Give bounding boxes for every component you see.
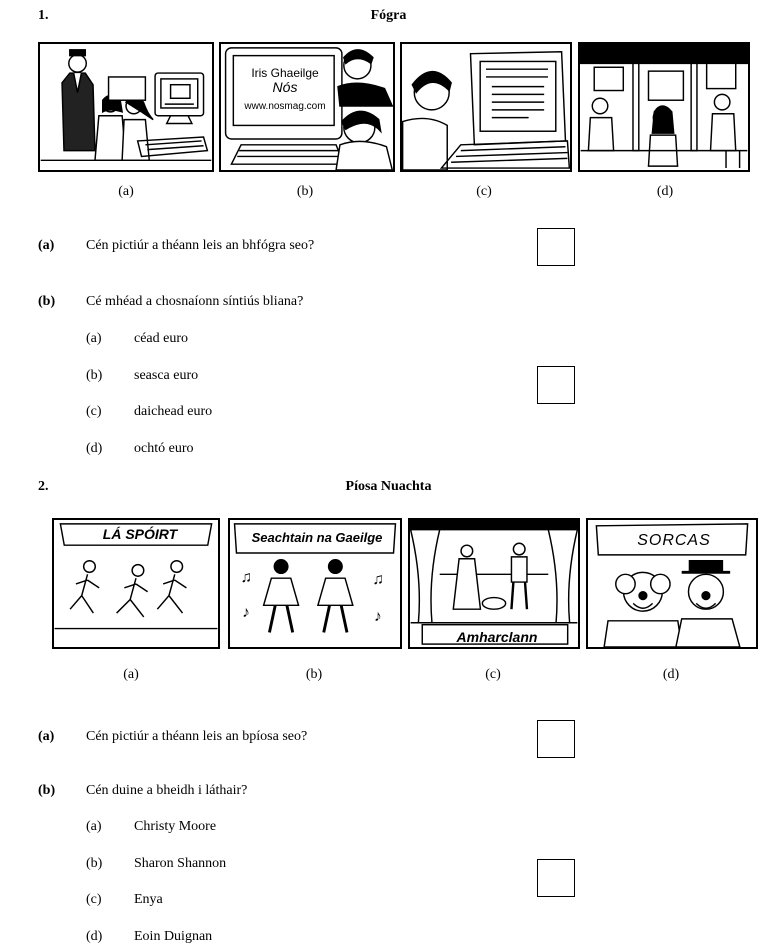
svg-text:♫: ♫: [372, 570, 384, 588]
q1-option-a-label: (a): [86, 331, 102, 346]
q2-part-b-label: (b): [38, 783, 56, 798]
q2-option-a-text: Christy Moore: [134, 819, 217, 834]
q1-picture-a[interactable]: [38, 42, 214, 172]
q2-caption-b: (b): [305, 667, 323, 682]
q1-option-d-text: ochtó euro: [134, 441, 194, 456]
screen-text: [235, 66, 335, 114]
q1-part-a-label: (a): [38, 238, 55, 253]
q1-option-c-text: daichead euro: [134, 404, 213, 419]
q2-picture-d[interactable]: [586, 518, 758, 649]
q1-picture-b[interactable]: [219, 42, 395, 172]
q2-picture-c[interactable]: [408, 518, 580, 649]
seachtain-banner: Seachtain na Gaeilge: [251, 530, 383, 545]
q2-number: 2.: [38, 479, 49, 494]
q1-caption-c: (c): [476, 184, 492, 199]
q1-part-a-question: Cén pictiúr a théann leis an bhfógra seo?: [86, 238, 315, 253]
q2-title: Píosa Nuachta: [345, 479, 432, 494]
svg-text:♫: ♫: [240, 569, 252, 587]
q1-option-b-label: (b): [86, 368, 103, 383]
q2-caption-c: (c): [485, 667, 501, 682]
q2-part-a-question: Cén pictiúr a théann leis an bpíosa seo?: [86, 729, 308, 744]
q2-option-c-text: Enya: [134, 892, 163, 907]
q2-picture-b[interactable]: [228, 518, 402, 649]
q1-part-b-label: (b): [38, 294, 56, 309]
q1-option-a-text: céad euro: [134, 331, 189, 346]
q1-option-b-text: seasca euro: [134, 368, 199, 383]
svg-text:♪: ♪: [374, 607, 382, 625]
sports-day-banner: LÁ SPÓIRT: [102, 526, 178, 542]
q1-caption-d: (d): [656, 184, 674, 199]
q1-title: Fógra: [370, 8, 407, 23]
q1-picture-d[interactable]: [578, 42, 750, 172]
q2-caption-d: (d): [662, 667, 680, 682]
q1-number: 1.: [38, 8, 49, 23]
q1-part-b-question: Cé mhéad a chosnaíonn síntiús bliana?: [86, 294, 304, 309]
q1-option-c-label: (c): [86, 404, 102, 419]
q1-caption-a: (a): [118, 184, 134, 199]
computer-lab-scene-icon: [580, 44, 748, 170]
svg-text:♪: ♪: [242, 603, 251, 621]
amharclann-banner: Amharclann: [456, 629, 538, 645]
q2-option-a-label: (a): [86, 819, 102, 834]
q1-part-a-answer-box[interactable]: [537, 228, 575, 266]
q1-caption-b: (b): [296, 184, 314, 199]
q2-caption-a: (a): [123, 667, 139, 682]
screen-line-3: www.nosmag.com: [244, 101, 326, 112]
screen-line-2: Nós: [272, 79, 298, 95]
q1-picture-c[interactable]: [400, 42, 572, 172]
q1-option-d-label: (d): [86, 441, 103, 456]
laptop-scene-icon: [402, 44, 570, 170]
q1-part-b-answer-box[interactable]: [537, 366, 575, 404]
sorcas-banner: SORCAS: [637, 532, 711, 549]
q2-part-a-label: (a): [38, 729, 55, 744]
office-computer-scene-icon: [40, 44, 212, 170]
q2-option-d-text: Eoin Duignan: [134, 929, 213, 944]
screen-line-1: Iris Ghaeilge: [251, 66, 319, 80]
theatre-stage-icon: [410, 520, 578, 647]
q2-option-c-label: (c): [86, 892, 102, 907]
q2-picture-a[interactable]: [52, 518, 220, 649]
q2-option-b-label: (b): [86, 856, 103, 871]
q2-option-b-text: Sharon Shannon: [134, 856, 227, 871]
q2-part-b-answer-box[interactable]: [537, 859, 575, 897]
q2-option-d-label: (d): [86, 929, 103, 944]
q2-part-b-question: Cén duine a bheidh i láthair?: [86, 783, 248, 798]
q2-part-a-answer-box[interactable]: [537, 720, 575, 758]
